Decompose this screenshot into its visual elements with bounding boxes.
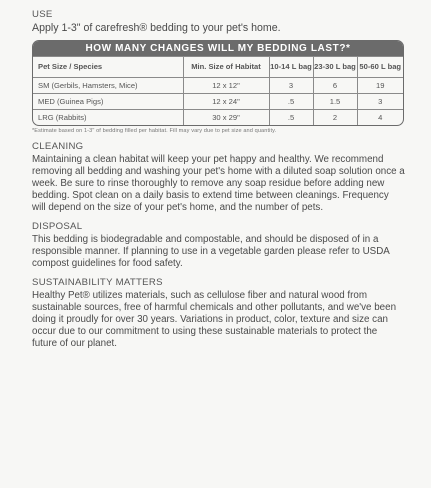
cell-habitat: 12 x 24" [183, 94, 269, 110]
cell-habitat: 30 x 29" [183, 110, 269, 126]
sustainability-section [32, 277, 405, 350]
sustainability-heading: SUSTAINABILITY MATTERS [32, 277, 163, 288]
table-footnote: *Estimate based on 1-3" of bedding filled per habitat. Fill may vary due to pet size and quantity. [32, 128, 277, 134]
disposal-section [32, 221, 405, 270]
col-header-10-14l: 10-14 L bag [269, 57, 313, 78]
use-heading: USE [32, 9, 53, 20]
table-grid [33, 56, 403, 125]
disposal-heading: DISPOSAL [32, 221, 83, 232]
cell-23-30l: 2 [313, 110, 357, 126]
cell-50-60l: 19 [357, 78, 403, 94]
table-header-row [33, 57, 403, 78]
cleaning-text: Maintaining a clean habitat will keep your pet happy and healthy. We recommend removing all bedding and washing your pet's home with a diluted soap solution once a week. Be sure to rinse thoroughly to remove any soap residue before adding new bedding. Spot clean on a daily basis to extend time between cleanings. Frequency will depend on the size of your pet's home, and the number of pets. [32, 154, 405, 213]
cell-23-30l: 6 [313, 78, 357, 94]
col-header-pet-size: Pet Size / Species [33, 57, 183, 78]
col-header-50-60l: 50-60 L bag [357, 57, 403, 78]
table-row [33, 78, 403, 94]
use-instruction: Apply 1-3" of carefresh® bedding to your pet's home. [32, 22, 281, 34]
bedding-changes-table [32, 40, 404, 126]
sustainability-text: Healthy Pet® utilizes materials, such as cellulose fiber and natural wood from sustainable sources, free of harmful chemicals and other pollutants, and we've been doing it proudly for over 30 years. Variations in product, color, texture and size can occur due to our commitment to using these sustainable materials to protect the future of our planet. [32, 290, 397, 349]
cleaning-section [32, 141, 405, 214]
cell-50-60l: 4 [357, 110, 403, 126]
cell-10-14l: .5 [269, 94, 313, 110]
cell-23-30l: 1.5 [313, 94, 357, 110]
cell-species: MED (Guinea Pigs) [33, 94, 183, 110]
cell-habitat: 12 x 12" [183, 78, 269, 94]
col-header-habitat: Min. Size of Habitat [183, 57, 269, 78]
table-title: HOW MANY CHANGES WILL MY BEDDING LAST?* [33, 41, 403, 56]
table-row [33, 94, 403, 110]
table-row [33, 110, 403, 126]
cell-10-14l: .5 [269, 110, 313, 126]
cell-10-14l: 3 [269, 78, 313, 94]
cell-species: LRG (Rabbits) [33, 110, 183, 126]
cleaning-heading: CLEANING [32, 141, 84, 152]
disposal-text: This bedding is biodegradable and compostable, and should be disposed of in a responsible manner. If planning to use in a vegetable garden please refer to USDA compost guidelines for food safety. [32, 234, 390, 269]
cell-species: SM (Gerbils, Hamsters, Mice) [33, 78, 183, 94]
cell-50-60l: 3 [357, 94, 403, 110]
col-header-23-30l: 23-30 L bag [313, 57, 357, 78]
